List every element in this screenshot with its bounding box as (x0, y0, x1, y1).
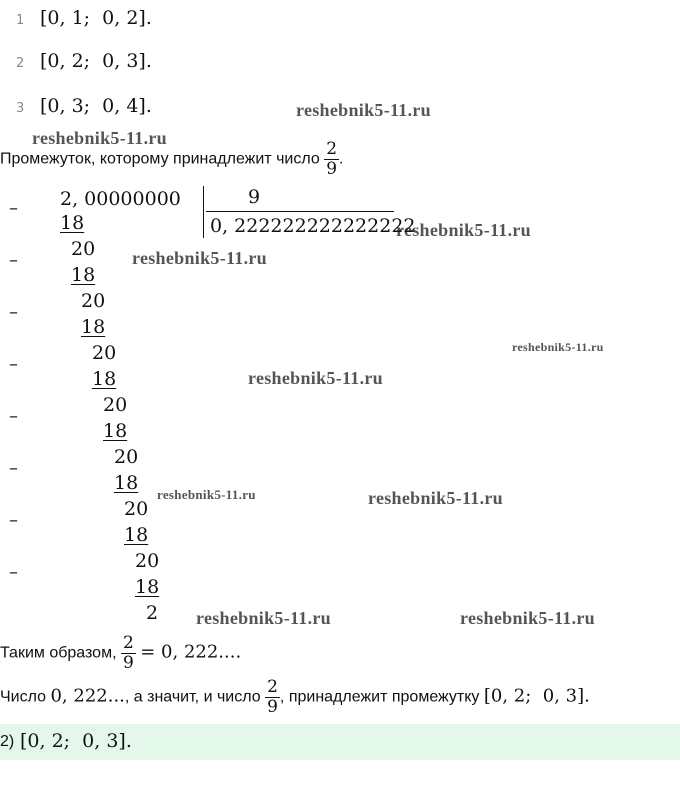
remainder: 20 (81, 290, 106, 312)
divisor: 9 (248, 186, 261, 208)
question-end: . (339, 150, 344, 168)
answer-interval: [0, 2; 0, 3]. (20, 730, 132, 752)
list-interval-2: [0, 2; 0, 3]. (40, 50, 152, 72)
statement-part3: , принадлежит промежутку (279, 688, 480, 706)
watermark: reshebnik5-11.ru (368, 488, 503, 508)
answer-label: 2) (0, 733, 15, 750)
minus-sign: – (9, 510, 18, 531)
watermark: reshebnik5-11.ru (396, 220, 531, 240)
fraction (324, 140, 339, 178)
watermark: reshebnik5-11.ru (157, 487, 256, 502)
watermark: reshebnik5-11.ru (296, 100, 431, 120)
division-line (206, 211, 394, 212)
fraction-denominator: 9 (326, 158, 338, 179)
question-text: Промежуток, которому принадлежит число (0, 150, 320, 168)
conclusion-result: = 0, 222.... (140, 641, 242, 663)
remainder: 20 (124, 498, 149, 520)
subtrahend: 18 (71, 264, 96, 286)
minus-sign: – (9, 250, 18, 271)
fraction (265, 678, 280, 716)
remainder: 20 (114, 446, 139, 468)
subtrahend: 18 (103, 420, 128, 442)
list-interval-3: [0, 3; 0, 4]. (40, 95, 152, 117)
watermark: reshebnik5-11.ru (132, 248, 267, 268)
watermark: reshebnik5-11.ru (460, 608, 595, 628)
watermark: reshebnik5-11.ru (196, 608, 331, 628)
remainder: 20 (135, 550, 160, 572)
last-remainder: 2 (146, 602, 159, 624)
answer-bar (0, 724, 680, 760)
subtrahend: 18 (114, 472, 139, 494)
subtrahend: 18 (124, 524, 149, 546)
watermark: reshebnik5-11.ru (512, 340, 604, 354)
conclusion-line (0, 634, 241, 672)
statement-part1: Число (0, 688, 47, 706)
fraction-numerator: 2 (267, 677, 278, 697)
minus-sign: – (9, 302, 18, 323)
fraction-numerator: 2 (122, 633, 134, 653)
watermark: reshebnik5-11.ru (32, 128, 167, 148)
list-number-3: 3 (16, 101, 25, 116)
fraction-denominator: 9 (267, 696, 278, 717)
subtrahend: 18 (135, 576, 160, 598)
statement-part2: , а значит, и число (124, 688, 261, 706)
minus-sign: – (9, 562, 18, 583)
conclusion-prefix: Таким образом, (0, 644, 117, 662)
quotient: 0, 222222222222222 (210, 215, 416, 237)
minus-sign: – (9, 354, 18, 375)
minus-sign: – (9, 198, 18, 219)
remainder: 20 (103, 394, 128, 416)
subtrahend: 18 (92, 368, 117, 390)
subtrahend: 18 (81, 316, 106, 338)
list-interval-1: [0, 1; 0, 2]. (40, 7, 152, 29)
dividend: 2, 00000000 (60, 188, 181, 210)
remainder: 20 (92, 342, 117, 364)
list-number-1: 1 (16, 13, 25, 28)
fraction-denominator: 9 (122, 652, 134, 673)
statement-line (0, 678, 590, 716)
division-bracket (203, 186, 204, 238)
remainder: 20 (71, 238, 96, 260)
watermark: reshebnik5-11.ru (248, 368, 383, 388)
minus-sign: – (9, 406, 18, 427)
fraction-numerator: 2 (326, 139, 338, 159)
subtrahend: 18 (60, 212, 85, 234)
minus-sign: – (9, 458, 18, 479)
list-number-2: 2 (16, 56, 25, 71)
statement-value: 0, 222... (50, 685, 125, 707)
statement-interval: [0, 2; 0, 3]. (483, 685, 590, 707)
fraction (121, 634, 136, 672)
question-line (0, 140, 344, 178)
